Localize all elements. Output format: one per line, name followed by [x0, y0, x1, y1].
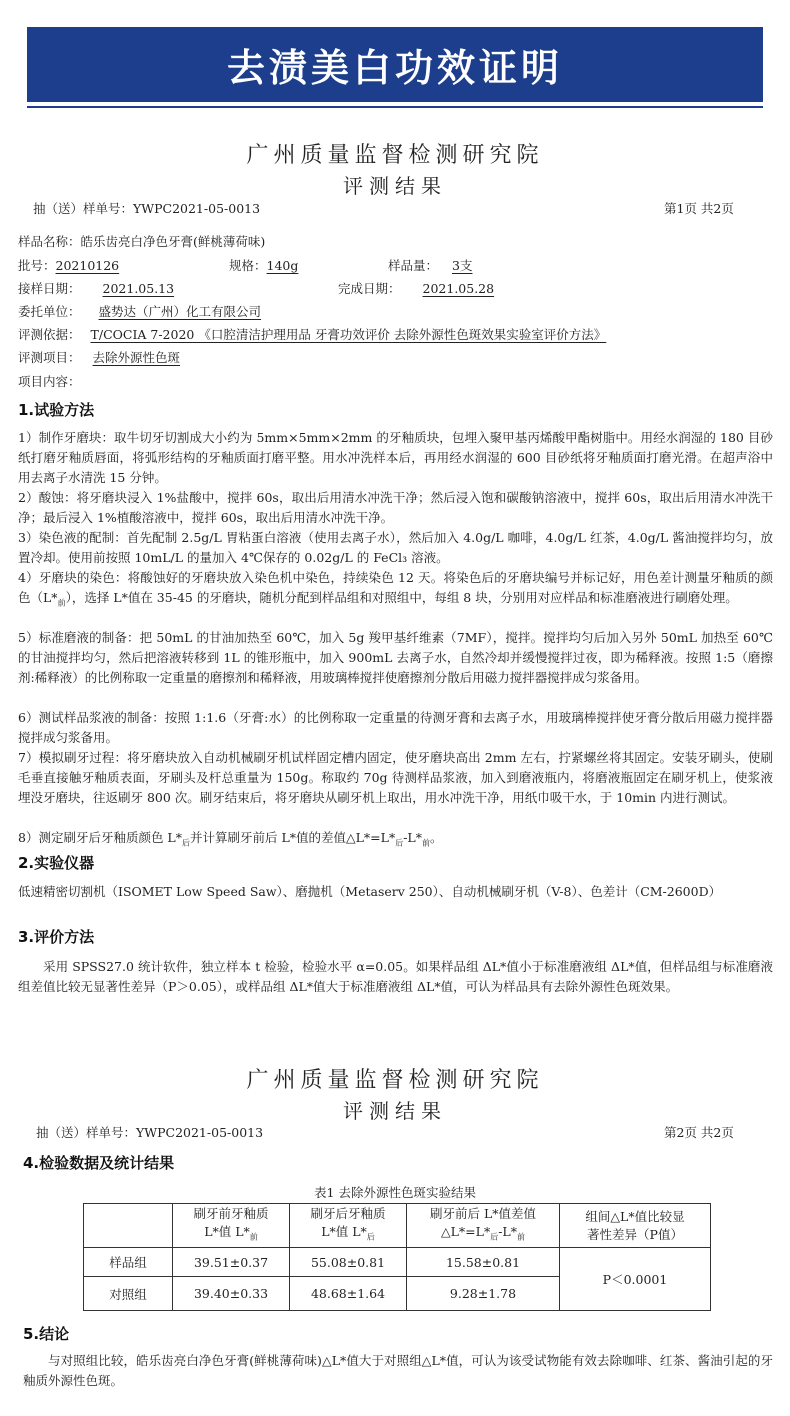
section-4-title: 4.检验数据及统计结果	[23, 1154, 175, 1172]
header-after: 刷牙后牙釉质 L*值 $L*_后$	[290, 1204, 407, 1248]
recv-value: 2021.05.13	[102, 281, 175, 296]
row-after: 55.08±0.81	[290, 1248, 407, 1277]
recv-row	[18, 279, 196, 297]
conclusion-text: 与对照组比较，皓乐齿亮白净色牙膏(鲜桃薄荷味)△L*值大于对照组△L*值，可认为该受试物能有效去除咖啡、红茶、酱油引起的牙釉质外源性色斑。	[23, 1353, 773, 1388]
sample-name-value: 皓乐齿亮白净色牙膏(鲜桃薄荷味)	[80, 234, 266, 249]
page-indicator-page2: 第2页 共2页	[664, 1125, 734, 1140]
header-delta: 刷牙前后 L*值差值 $\triangle L*=L*_后-L*_前$	[407, 1204, 560, 1248]
table-caption: 表1 去除外源性色斑实验结果	[314, 1185, 476, 1200]
row-group: 样品组	[84, 1248, 173, 1277]
row-before: 39.40±0.33	[173, 1277, 290, 1311]
report-title-page2: 评测结果	[343, 1099, 447, 1123]
table-row	[84, 1248, 711, 1277]
qty-row	[388, 256, 486, 274]
banner-title: 去渍美白功效证明	[27, 27, 763, 102]
sample-number-page2: 抽（送）样单号：YWPC2021-05-0013	[36, 1125, 264, 1140]
method-step-7: 7）模拟刷牙过程：将牙磨块放入自动机械刷牙机试样固定槽内固定，使牙磨块高出 2mm 左右，拧紧螺丝将其固定。安装牙刷头，使刷毛垂直接触牙釉质表面，牙刷头及杆总重量为 150g。称取约 70g 待测样品浆液，加入到磨液瓶内，将磨液瓶固定在刷牙机上，使浆液埋没牙磨块，往返刷牙 800 次。刷牙结束后，将牙磨块从刷牙机上取出，用水冲洗干净，用纸巾吸干水，于 10min 内进行测试。	[18, 750, 773, 805]
basis-value: T/COCIA 7-2020 《口腔清洁护理用品 牙膏功效评价 去除外源性色斑效果实验室评价方法》	[90, 327, 607, 342]
row-delta: 15.58±0.81	[407, 1248, 560, 1277]
p-value-cell: P＜0.0001	[560, 1248, 711, 1311]
item-label: 评测项目：	[18, 350, 81, 365]
basis-row	[18, 325, 616, 343]
section-5-title: 5.结论	[23, 1325, 70, 1343]
evaluation-text: 采用 SPSS27.0 统计软件，独立样本 t 检验，检验水平 α=0.05。如果样品组 ΔL*值小于标准磨液组 ΔL*值，但样品组与标准磨液组差值比较无显著性差异（P＞0.05），或样品组 ΔL*值大于标准磨液组 ΔL*值，可认为样品具有去除外源性色斑效果。	[18, 959, 773, 994]
batch-row	[18, 256, 119, 274]
header-before: 刷牙前牙釉质 L*值 $L*_前$	[173, 1204, 290, 1248]
institute-name-page2: 广州质量监督检测研究院	[246, 1068, 544, 1093]
header-group	[84, 1204, 173, 1248]
sample-name-row	[18, 232, 265, 250]
row-delta: 9.28±1.78	[407, 1277, 560, 1311]
done-value: 2021.05.28	[422, 281, 495, 296]
method-step-4: 4）牙磨块的染色：将酸蚀好的牙磨块放入染色机中染色，持续染色 12 天。将染色后的牙磨块编号并标记好，用色差计测量牙釉质的颜色$(L*_前)$，选择 L*值在 35-45 的牙磨块，随机分配到样品组和对照组中，每组 8 块，分别用对应样品和标准磨液进行刷磨处理。	[18, 570, 773, 608]
table-header-row	[84, 1204, 711, 1248]
header-p-value: 组间△L*值比较显 著性差异（P值）	[560, 1204, 711, 1248]
row-group: 对照组	[84, 1277, 173, 1311]
instruments-text: 低速精密切割机（ISOMET Low Speed Saw）、磨抛机（Metaserv 250）、自动机械刷牙机（V-8）、色差计（CM-2600D）	[18, 884, 722, 899]
client-label: 委托单位：	[18, 304, 81, 319]
client-row	[18, 302, 279, 320]
item-row	[18, 348, 192, 366]
content-label: 项目内容：	[18, 374, 81, 389]
institute-name: 广州质量监督检测研究院	[246, 143, 544, 168]
section-1-title: 1.试验方法	[18, 401, 95, 419]
item-value: 去除外源性色斑	[92, 350, 181, 365]
qty-label: 样品量：	[388, 258, 439, 273]
done-row	[338, 279, 516, 297]
recv-label: 接样日期：	[18, 281, 81, 296]
sample-name-label: 样品名称：	[18, 234, 81, 249]
client-value: 盛势达（广州）化工有限公司	[98, 304, 262, 319]
qty-value: 3支	[452, 258, 473, 273]
sample-number: 抽（送）样单号：YWPC2021-05-0013	[33, 201, 261, 216]
method-step-5: 5）标准磨液的制备：把 50mL 的甘油加热至 60℃，加入 5g 羧甲基纤维素（7MF），搅拌。搅拌均匀后加入另外 50mL 加热至 60℃的甘油搅拌均匀，然后把溶液转移到 1L 的锥形瓶中，加入 900mL 去离子水，自然冷却并缓慢搅拌过夜，即为稀释液。按照 1:5（磨擦剂:稀释液）的比例称取一定重量的磨擦剂和稀释液，用玻璃棒搅拌使磨擦剂分散后用磁力搅拌器搅拌成匀浆备用。	[18, 630, 773, 685]
method-step-1: 1）制作牙磨块：取牛切牙切割成大小约为 5mm×5mm×2mm 的牙釉质块，包埋入聚甲基丙烯酸甲酯树脂中。用经水润湿的 180 目砂纸打磨牙釉质唇面，将弧形结构的牙釉质面打磨平整。用水冲洗样本后，再用经水润湿的 600 目砂纸将牙釉质面打磨光滑。在超声浴中用去离子水清洗 15 分钟。	[18, 430, 773, 485]
section-3-title: 3.评价方法	[18, 928, 95, 946]
spec-label: 规格：	[229, 258, 267, 273]
method-step-6: 6）测试样品浆液的制备：按照 1:1.6（牙膏:水）的比例称取一定重量的待测牙膏和去离子水，用玻璃棒搅拌使牙膏分散后用磁力搅拌器搅拌成匀浆备用。	[18, 710, 773, 745]
spec-value: 140g	[266, 258, 299, 273]
row-before: 39.51±0.37	[173, 1248, 290, 1277]
page-indicator: 第1页 共2页	[664, 201, 734, 216]
report-title: 评测结果	[343, 174, 447, 198]
basis-label: 评测依据：	[18, 327, 81, 342]
method-step-2: 2）酸蚀：将牙磨块浸入 1%盐酸中，搅拌 60s，取出后用清水冲洗干净；然后浸入饱和碳酸钠溶液中，搅拌 60s，取出后用清水冲洗干净；最后浸入 1%植酸溶液中，搅拌 60s，取出后用清水冲洗干净。	[18, 490, 773, 525]
method-step-3: 3）染色液的配制：首先配制 2.5g/L 胃粘蛋白溶液（使用去离子水），然后加入 4.0g/L 咖啡，4.0g/L 红茶，4.0g/L 酱油搅拌均匀，放置冷却。使用前按照 10mL/L 的量加入 4℃保存的 0.02g/L 的 FeCl₃ 溶液。	[18, 530, 773, 565]
batch-value: 20210126	[55, 258, 120, 273]
done-label: 完成日期：	[338, 281, 401, 296]
method-step-8: 8）测定刷牙后牙釉质颜色 $L*_后$并计算刷牙前后 L*值的差值$\triangle L*=L*_后-L*_前$。	[18, 830, 443, 848]
section-2-title: 2.实验仪器	[18, 854, 95, 872]
row-after: 48.68±1.64	[290, 1277, 407, 1311]
results-table	[83, 1203, 711, 1311]
spec-row	[229, 256, 298, 274]
batch-label: 批号：	[18, 258, 56, 273]
